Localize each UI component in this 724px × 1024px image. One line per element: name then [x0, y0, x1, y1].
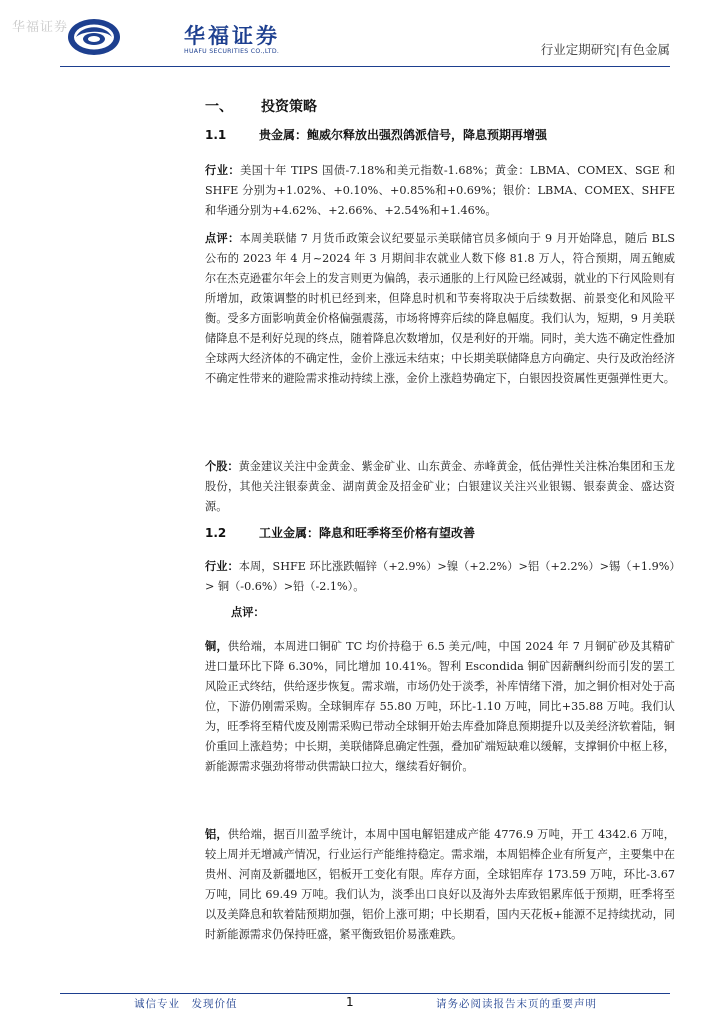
subsection-title: 贵金属：鲍威尔释放出强烈鸽派信号，降息预期再增强: [259, 128, 548, 142]
footer-disclaimer: 请务必阅读报告末页的重要声明: [436, 998, 597, 1010]
paragraph-label: 行业：: [205, 163, 241, 177]
report-type: 行业定期研究|有色金属: [540, 42, 670, 57]
paragraph-label: 铝，: [205, 827, 228, 841]
logo-text-cn: 华福证券: [184, 23, 280, 48]
footer-divider: [60, 993, 670, 994]
paragraph-label: 个股：: [205, 459, 239, 473]
copper-paragraph: [205, 636, 675, 777]
aluminum-paragraph: [205, 824, 675, 945]
huafu-logo-icon: [66, 16, 122, 58]
precious-comment-paragraph: [205, 228, 675, 389]
header-divider: [60, 66, 670, 67]
section-title: 投资策略: [261, 99, 317, 115]
subsection-number: 1.2: [205, 526, 227, 540]
page-number: 1: [346, 995, 354, 1009]
paragraph-text: 本周，SHFE 环比涨跌幅锌（+2.9%）>镍（+2.2%）>铝（+2.2%）>锡（+1.9%）> 铜（-0.6%）>铅（-2.1%）。: [205, 560, 675, 593]
paragraph-text: 供给端，据百川盈孚统计，本周中国电解铝建成产能 4776.9 万吨，开工 4342.6 万吨，较上周并无增减产情况，行业运行产能维持稳定。需求端，本周铝棒企业有所复产，主要集中在贵州、河南及新疆地区，铝板开工变化有限。库存方面，全球铝库存 173.59 万吨，环比-3.67 万吨，同比 69.49 万吨。我们认为，淡季出口良好以及海外去库致铝累库低于预期，旺季将至以及美降息和软着陆预期加强，铝价上涨可期；中长期看，国内天花板+能源不足持续扰动，同时新能源需求仍保持旺盛，紧平衡致铝价易涨难跌。: [205, 828, 675, 941]
subsection-title: 工业金属：降息和旺季将至价格有望改善: [259, 526, 476, 540]
paragraph-label: 行业：: [205, 559, 239, 573]
section-heading: [205, 96, 317, 116]
paragraph-text: 黄金建议关注中金黄金、紫金矿业、山东黄金、赤峰黄金，低估弹性关注株冶集团和玉龙股份，其他关注银泰黄金、湖南黄金及招金矿业；白银建议关注兴业银锡、银泰黄金、盛达资源。: [205, 460, 675, 513]
paragraph-text: 本周美联储 7 月货币政策会议纪要显示美联储官员多倾向于 9 月开始降息，随后 BLS 公布的 2023 年 4 月~2024 年 3 月期间非农就业人数下修 81.8 万人，符合预期，周五鲍威尔在杰克逊霍尔年会上的发言则更为偏鸽，表示通胀的上行风险已经减弱，就业的下行风险则有所增加，政策调整的时机已经到来，但降息时机和节奏将取决于后续数据、前景变化和风险平衡。受多方面影响黄金价格偏强震荡，市场将博弈后续的降息幅度。我们认为，短期，9 月美联储降息不是利好兑现的终点，随着降息次数增加，仅是利好的开端。同时，美大选不确定性叠加全球两大经济体的不确定性，金价上涨远未结束；中长期美联储降息方向确定、央行及政治经济不确定性带来的避险需求推动持续上涨，金价上涨趋势确定下，白银因投资属性更强弹性更大。: [205, 232, 675, 385]
page-header: [60, 14, 670, 64]
industrial-industry-paragraph: [205, 556, 675, 597]
footer-slogan: 诚信专业 发现价值: [134, 998, 238, 1010]
section-number: 一、: [205, 99, 233, 115]
precious-industry-paragraph: [205, 160, 675, 221]
watermark: 华福证券: [12, 20, 69, 35]
paragraph-label: 铜，: [205, 639, 228, 653]
paragraph-text: 美国十年 TIPS 国债-7.18%和美元指数-1.68%；黄金：LBMA、COMEX、SGE 和 SHFE 分别为+1.02%、+0.10%、+0.85%和+0.69%；银价：LBMA、COMEX、SHFE 和华通分别为+4.62%、+2.66%、+2.54%和+1.46%。: [205, 164, 675, 217]
industrial-comment-label: [231, 602, 331, 623]
paragraph-text: 供给端，本周进口铜矿 TC 均价持稳于 6.5 美元/吨，中国 2024 年 7 月铜矿砂及其精矿进口量环比下降 6.30%，同比增加 10.41%。智利 Escondida 铜矿因薪酬纠纷而引发的罢工风险正式终结，供给逐步恢复。需求端，市场仍处于淡季，补库情绪下滑，加之铜价相对处于高位，下游仍刚需采购。全球铜库存 55.80 万吨，环比-1.10 万吨，同比+35.88 万吨。我们认为，旺季将至精代废及刚需采购已带动全球铜开始去库叠加降息预期提升以及美经济软着陆，铜价重回上涨趋势；中长期，美联储降息确定性强，叠加矿端短缺难以缓解，支撑铜价中枢上移，新能源需求强劲将带动供需缺口拉大，继续看好铜价。: [205, 640, 675, 773]
paragraph-label: 点评：: [205, 231, 240, 245]
paragraph-label: 点评：: [231, 605, 265, 619]
subsection-heading-1-2: [205, 524, 475, 541]
precious-stock-paragraph: [205, 456, 675, 517]
subsection-number: 1.1: [205, 128, 227, 142]
subsection-heading-1-1: [205, 126, 547, 143]
logo-text-en: HUAFU SECURITIES CO.,LTD.: [184, 48, 280, 55]
